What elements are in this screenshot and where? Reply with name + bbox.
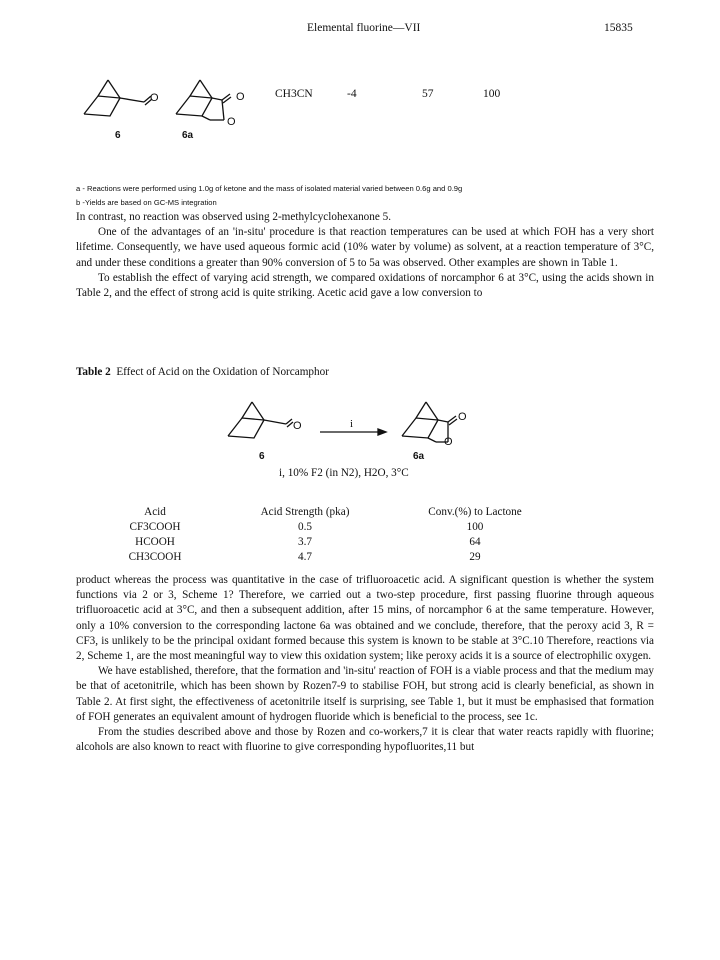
running-header-title: Elemental fluorine—VII <box>307 22 421 34</box>
table2-cell: 100 <box>466 521 484 533</box>
page-number: 15835 <box>604 22 633 34</box>
table2-caption <box>76 366 329 378</box>
table2-cell: 4.7 <box>298 551 312 563</box>
body-text-upper <box>76 210 654 301</box>
table2-reactant-o: O <box>293 420 302 432</box>
table2-cell: HCOOH <box>135 536 175 548</box>
paragraph-4: product whereas the process was quantitative in the case of trifluoroacetic acid. A significant question is whether the system functions via 2 or 3, Scheme 1? Therefore, we carried out a two-step procedure, first passing fluorine through aqueous trifluoroacetic acid at 3°C, and then a subsequent addition, after 15 mins, of norcamphor 6 at the same temperature. However, only a 10% conversion to the corresponding lactone 6a was obtained and we conclude, therefore, that the peroxy acid 3, R = CF3, is unlikely to be the principal oxidant formed because this system is known to be stable at 3°C.10 Therefore, reactions via 2, Scheme 1, are the most meaningful way to view this oxidation system; like peroxy acids it is a source of electrophilic oxygen. <box>76 574 654 663</box>
paragraph-1: In contrast, no reaction was observed using 2-methylcyclohexanone 5. <box>76 211 392 223</box>
table2-header-strength: Acid Strength (pka) <box>260 506 350 518</box>
paragraph-2: One of the advantages of an 'in-situ' procedure is that reaction temperatures can be used at which FOH has a very short lifetime. Consequently, we have used aqueous formic acid (10% water by volume) as solvent, at a reaction temperature of 3°C, and under these conditions a greater than 90% conversion of 5 to 5a was observed. Other examples are shown in Table 1. <box>76 226 654 269</box>
label-compound-6a-top: 6a <box>182 130 194 141</box>
table2-cell: CF3COOH <box>129 521 181 533</box>
table2-product-o-carbonyl: O <box>458 411 467 423</box>
footnote-b: b -Yields are based on GC-MS integration <box>76 198 217 207</box>
table2-header-acid: Acid <box>144 506 166 518</box>
label-compound-6-top: 6 <box>115 130 121 141</box>
table2-conditions: i, 10% F2 (in N2), H2O, 3°C <box>279 467 409 479</box>
table2-reactant-label: 6 <box>259 451 265 462</box>
table1-col4: 100 <box>483 88 501 100</box>
table2-cell: 29 <box>469 551 481 563</box>
table2-arrow-label: i <box>350 418 354 430</box>
table2-label: Table 2 <box>76 366 111 378</box>
atom-o-6a-ring: O <box>227 116 236 128</box>
table2-header-conversion: Conv.(%) to Lactone <box>428 506 522 518</box>
footnote-a: a - Reactions were performed using 1.0g of ketone and the mass of isolated material varied between 0.6g and 0.9g <box>76 184 463 193</box>
table1-col2: -4 <box>347 88 357 100</box>
paragraph-5: We have established, therefore, that the formation and 'in-situ' reaction of FOH is a viable process and that the medium may be that of acetonitrile, which has been shown by Rozen7-9 to stabilise FOH, but strong acid is clearly beneficial, as shown in Table 2. At first sight, the effectiveness of acetonitrile itself is surprising, see Table 1, but it must be emphasised that formation of FOH generates an equivalent amount of hydrogen fluoride which is beneficial to the process, see 1c. <box>76 665 654 723</box>
table2-grid <box>100 506 580 563</box>
table2-product-label: 6a <box>413 451 425 462</box>
atom-o-6a-carbonyl: O <box>236 91 245 103</box>
paragraph-6: From the studies described above and those by Rozen and co-workers,7 it is clear that water reacts rapidly with fluorine; alcohols are also known to react with fluorine to give corresponding hypofluorites,11 but <box>76 726 654 754</box>
table2-product-o-ring: O <box>444 436 453 448</box>
table2-title: Effect of Acid on the Oxidation of Norcamphor <box>116 366 329 378</box>
atom-o-6: O <box>150 92 159 104</box>
table2-cell: 0.5 <box>298 521 312 533</box>
table1-solvent: CH3CN <box>275 88 313 100</box>
table2-cell: 3.7 <box>298 536 312 548</box>
table2-cell: CH3COOH <box>128 551 182 563</box>
body-text-lower <box>76 573 654 755</box>
paragraph-3: To establish the effect of varying acid strength, we compared oxidations of norcamphor 6 at 3°C, using the acids shown in Table 2, and the effect of strong acid is quite striking. Acetic acid gave a low conversion to <box>76 271 654 300</box>
table2-cell: 64 <box>469 536 481 548</box>
table1-col3: 57 <box>422 88 434 100</box>
